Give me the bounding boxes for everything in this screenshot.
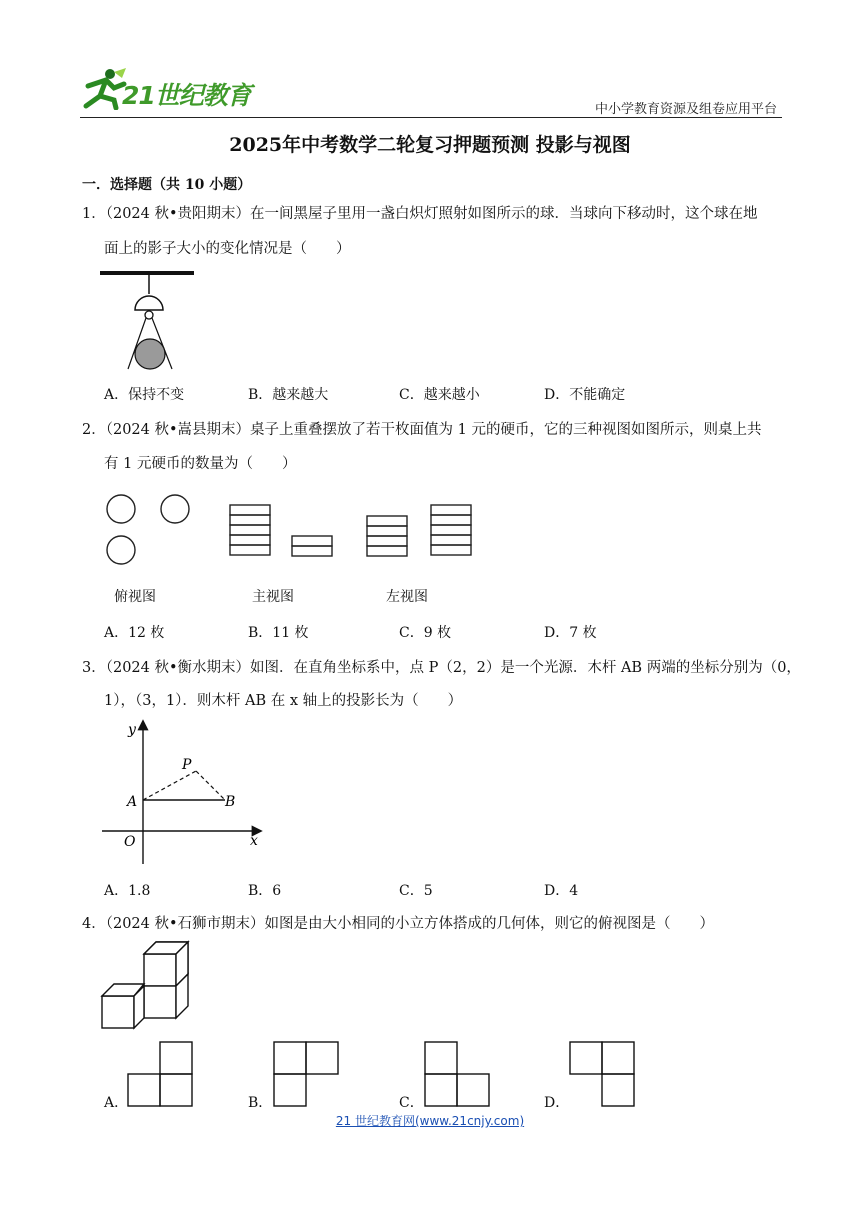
question-4-line-1: 4．（2024 秋•石狮市期末）如图是由大小相同的小立方体搭成的几何体，则它的俯视图是（ ）: [82, 916, 715, 932]
question-2-line-1: 2．（2024 秋•嵩县期末）桌子上重叠摆放了若干枚面值为 1 元的硬币，它的三种视图如图所示，则桌上共: [82, 422, 762, 438]
option-a[interactable]: A．保持不变: [104, 387, 185, 403]
option-b[interactable]: B．: [248, 1095, 273, 1111]
x-axis-label: x: [250, 833, 258, 849]
option-c[interactable]: C．越来越小: [399, 387, 480, 403]
point-a-label: A: [127, 794, 138, 810]
question-3-line-2: 1），（3，1）．则木杆 AB 在 x 轴上的投影长为（ ）: [104, 693, 463, 709]
option-d-grid-figure[interactable]: [568, 1040, 636, 1108]
origin-label: O: [124, 834, 136, 850]
footer-link[interactable]: 21 世纪教育网(www.21cnjy.com): [335, 1114, 525, 1128]
question-1-line-1: 1．（2024 秋•贵阳期末）在一间黑屋子里用一盏白炽灯照射如图所示的球．当球向下移动时，这个球在地: [82, 206, 758, 222]
caption-top-view: 俯视图: [114, 589, 156, 605]
option-d[interactable]: D．4: [544, 883, 579, 899]
header-divider: [80, 117, 782, 118]
question-2-options: [104, 622, 704, 644]
platform-label: 中小学教育资源及组卷应用平台: [594, 102, 777, 117]
logo-runner-icon: [80, 66, 128, 110]
question-3-line-1: 3．（2024 秋•衡水期末）如图．在直角坐标系中，点 P（2，2）是一个光源．木杆 AB 两端的坐标分别为（0，: [82, 660, 801, 676]
option-d[interactable]: D．不能确定: [544, 387, 626, 403]
option-c[interactable]: C．: [399, 1095, 424, 1111]
option-c-grid-figure[interactable]: [423, 1040, 491, 1108]
lamp-ball-figure: [100, 270, 196, 372]
coordinate-projection-figure: [100, 716, 266, 868]
question-1-line-2: 面上的影子大小的变化情况是（ ）: [104, 241, 351, 257]
section-heading: 一．选择题（共 10 小题）: [82, 177, 252, 193]
option-a[interactable]: A．: [104, 1095, 129, 1111]
question-2-line-2: 有 1 元硬币的数量为（ ）: [104, 456, 297, 472]
point-b-label: B: [225, 794, 236, 810]
question-1-options: [104, 384, 704, 406]
option-c[interactable]: C．5: [399, 883, 433, 899]
option-a-grid-figure[interactable]: [126, 1040, 194, 1108]
page-title: 2025年中考数学二轮复习押题预测 投影与视图: [229, 134, 631, 156]
option-c[interactable]: C．9 枚: [399, 625, 452, 641]
option-b[interactable]: B．6: [248, 883, 282, 899]
logo-text: 21世纪教育: [122, 81, 251, 110]
option-a[interactable]: A．1.8: [104, 883, 151, 899]
caption-front-view: 主视图: [252, 589, 294, 605]
option-b[interactable]: B．11 枚: [248, 625, 309, 641]
coin-three-views-figure: [100, 488, 480, 574]
option-d[interactable]: D．7 枚: [544, 625, 597, 641]
option-b-grid-figure[interactable]: [272, 1040, 340, 1108]
cube-solid-figure: [100, 940, 190, 1030]
y-axis-label: y: [128, 722, 136, 738]
option-b[interactable]: B．越来越大: [248, 387, 329, 403]
option-d[interactable]: D．: [544, 1095, 570, 1111]
question-3-options: [104, 880, 704, 902]
caption-left-view: 左视图: [386, 589, 428, 605]
option-a[interactable]: A．12 枚: [104, 625, 165, 641]
point-p-label: P: [182, 757, 192, 773]
